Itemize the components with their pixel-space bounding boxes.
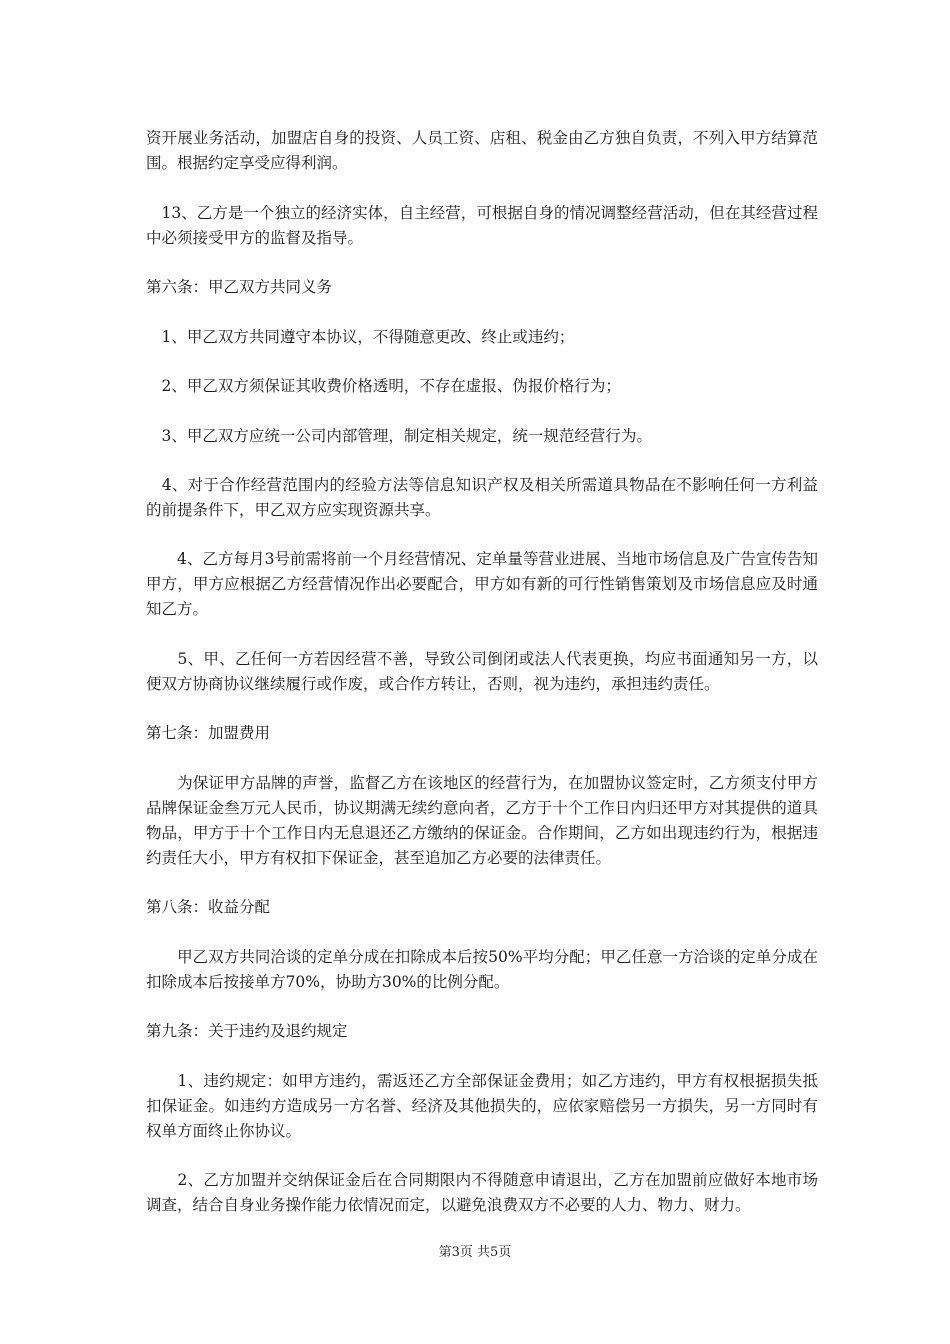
paragraph-franchise-fee: 为保证甲方品牌的声誉，监督乙方在该地区的经营行为，在加盟协议签定时，乙方须支付甲方品牌保证金叁万元人民币，协议期满无续约意向者，乙方于十个工作日内归还甲方对其提供的道具物品，甲方于十个工作日内无息退还乙方缴纳的保证金。合作期间，乙方如出现违约行为，根据违约责任大小，甲方有权扣下保证金，甚至追加乙方必要的法律责任。 xyxy=(146,774,818,867)
heading-article-7: 第七条：加盟费用 xyxy=(146,724,271,742)
heading-article-8: 第八条：收益分配 xyxy=(146,898,271,916)
paragraph-settlement-scope: 资开展业务活动，加盟店自身的投资、人员工资、店租、税金由乙方独自负责，不列入甲方结算范围。根据约定享受应得利润。 xyxy=(146,129,818,172)
heading-article-6: 第六条：甲乙双方共同义务 xyxy=(146,278,333,296)
paragraph-clause-13: 13、乙方是一个独立的经济实体，自主经营，可根据自身的情况调整经营活动，但在其经营过程中必须接受甲方的监督及指导。 xyxy=(146,204,818,247)
paragraph-breach-rules: 1、违约规定：如甲方违约，需返还乙方全部保证金费用；如乙方违约，甲方有权根据损失抵扣保证金。如违约方造成另一方名誉、经济及其他损失的，应依家赔偿另一方损失，另一方同时有权单方面终止你协议。 xyxy=(146,1072,818,1140)
paragraph-article-6-item-3: 3、甲乙双方应统一公司内部管理，制定相关规定，统一规范经营行为。 xyxy=(146,427,652,445)
paragraph-article-6-item-4b: 4、乙方每月3号前需将前一个月经营情况、定单量等营业进展、当地市场信息及广告宣传告知甲方，甲方应根据乙方经营情况作出必要配合，甲方如有新的可行性销售策划及市场信息应及时通知乙方。 xyxy=(146,550,818,618)
paragraph-article-6-item-2: 2、甲乙双方须保证其收费价格透明，不存在虚报、伪报价格行为； xyxy=(146,377,621,395)
heading-article-9: 第九条：关于违约及退约规定 xyxy=(146,1022,348,1040)
paragraph-withdrawal-rules: 2、乙方加盟并交纳保证金后在合同期限内不得随意申请退出，乙方在加盟前应做好本地市场调查，结合自身业务操作能力依情况而定，以避免浪费双方不必要的人力、物力、财力。 xyxy=(146,1171,818,1214)
paragraph-article-6-item-4: 4、对于合作经营范围内的经验方法等信息知识产权及相关所需道具物品在不影响任何一方利益的前提条件下，甲乙双方应实现资源共享。 xyxy=(146,476,818,519)
paragraph-profit-distribution: 甲乙双方共同洽谈的定单分成在扣除成本后按50%平均分配；甲乙任意一方洽谈的定单分成在扣除成本后按接单方70%，协助方30%的比例分配。 xyxy=(146,948,818,991)
paragraph-article-6-item-5: 5、甲、乙任何一方若因经营不善，导致公司倒闭或法人代表更换，均应书面通知另一方，以便双方协商协议继续履行或作废，或合作方转让，否则，视为违约，承担违约责任。 xyxy=(146,650,818,693)
paragraph-article-6-item-1: 1、甲乙双方共同遵守本协议，不得随意更改、终止或违约； xyxy=(146,328,575,346)
page-number-footer: 第3页 共5页 xyxy=(438,1245,512,1260)
